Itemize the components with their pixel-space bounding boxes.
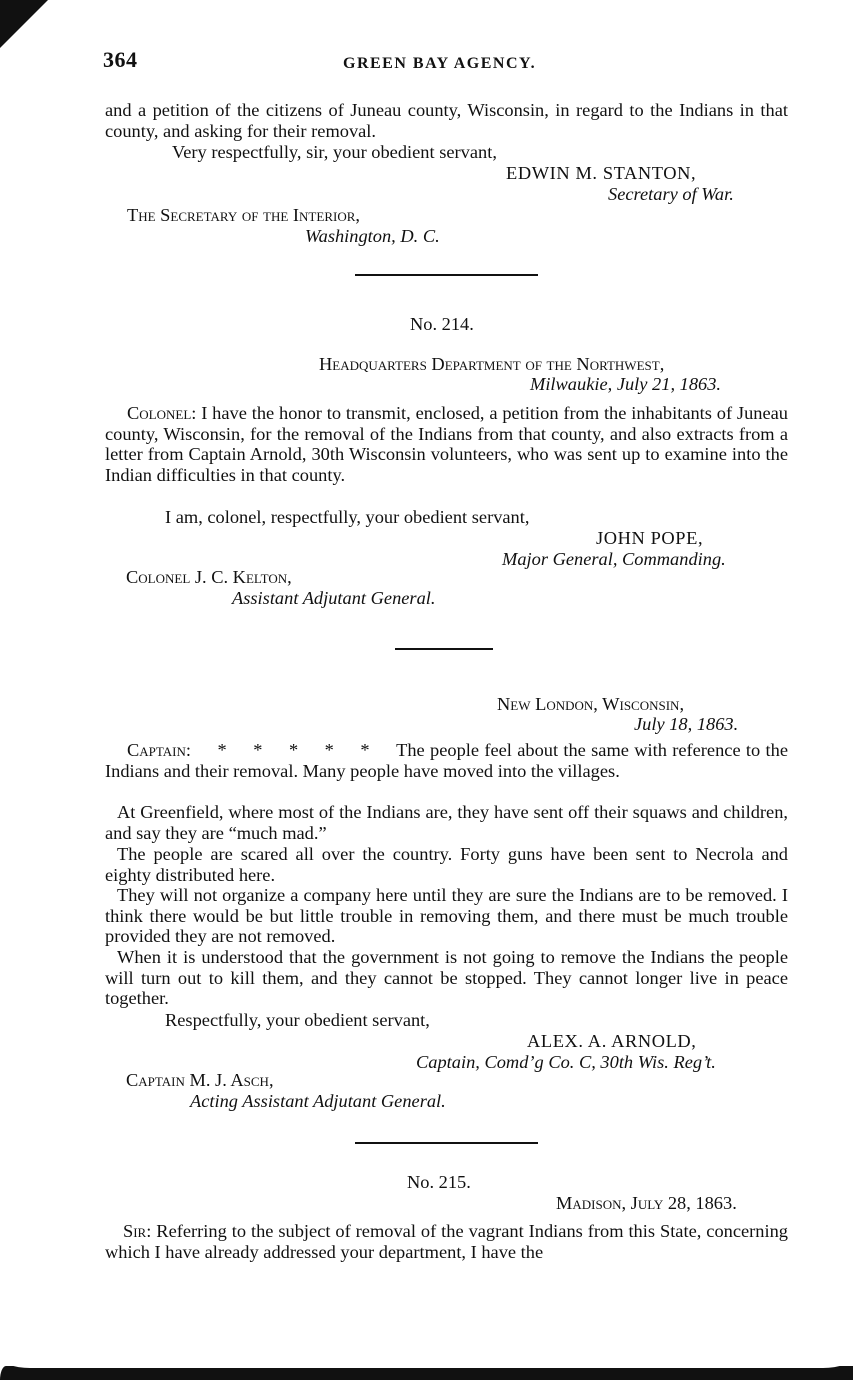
signer-title-pope: Major General, Commanding. [502,549,726,569]
heading-hq-northwest: Headquarters Department of the Northwest, [319,354,665,374]
paragraph-arnold-4: They will not organize a company here until they are sure the Indians are to be removed. I think there would be but little trouble in removing them, and there must be much trouble provided they are not removed. [105,885,788,946]
addressee-asch-line2: Acting Assistant Adjutant General. [190,1091,446,1111]
paragraph-arnold-5: When it is understood that the government is not going to remove the Indians the people will turn out to kill them, and they cannot be stopped. They cannot longer live in peace together. [105,947,788,1008]
addressee-kelton-line1: Colonel J. C. Kelton, [126,567,292,587]
addressee-stanton-line2: Washington, D. C. [305,226,440,246]
date-arnold: July 18, 1863. [634,714,739,734]
addressee-kelton-line2: Assistant Adjutant General. [232,588,436,608]
salutation-sir: Sir: [123,1221,152,1241]
closing-stanton: Very respectfully, sir, your obedient servant, [172,142,497,162]
signer-title-arnold: Captain, Comd’g Co. C, 30th Wis. Reg’t. [416,1052,716,1072]
divider-rule-2 [355,1142,538,1144]
closing-arnold: Respectfully, your obedient servant, [165,1010,430,1030]
paragraph-arnold-2: At Greenfield, where most of the Indians are, they have sent off their squaws and children, and say they are “much mad.” [105,802,788,843]
paragraph-arnold-3: The people are scared all over the country. Forty guns have been sent to Necrola and eighty distributed here. [105,844,788,885]
salutation-captain: Captain: [127,740,191,760]
divider-rule-short [395,648,493,650]
place-new-london: New London, Wisconsin, [497,694,685,714]
paragraph-petition: and a petition of the citizens of Juneau county, Wisconsin, in regard to the Indians in that county, and asking for their removal. [105,100,788,141]
signer-arnold: ALEX. A. ARNOLD, [527,1031,697,1051]
arnold-para1-text: The people feel about the same with reference to the Indians and their removal. Many people have moved into the villages. [105,740,788,781]
paragraph-arnold-1 [105,740,788,781]
salutation-colonel: Colonel: [127,403,197,423]
addressee-stanton-line1: The Secretary of the Interior, [127,205,360,225]
ellipsis-stars: * * * * * [217,740,370,760]
document-number-214: No. 214. [410,314,474,334]
paragraph-214 [105,403,788,485]
place-date-215-text: Madison, July 28, 1863. [556,1193,737,1213]
signer-pope: JOHN POPE, [596,528,704,548]
addressee-asch-line1: Captain M. J. Asch, [126,1070,274,1090]
divider-rule [355,274,538,276]
signer-title-stanton: Secretary of War. [608,184,734,204]
closing-pope: I am, colonel, respectfully, your obedient servant, [165,507,530,527]
running-head: GREEN BAY AGENCY. [343,55,537,72]
place-date-215 [556,1193,737,1214]
paragraph-215 [105,1221,788,1262]
document-number-215: No. 215. [407,1172,471,1192]
signer-stanton: EDWIN M. STANTON, [506,163,697,183]
body-214: I have the honor to transmit, enclosed, a petition from the inhabitants of Juneau county, Wisconsin, for the removal of the Indians from that county, and also extracts from a letter from Captain Arnold, 30th Wisconsin volunteers, who was sent up to examine into the Indian difficulties in that county. [105,403,789,485]
place-date-214: Milwaukie, July 21, 1863. [530,374,722,394]
page-number: 364 [103,47,138,72]
page-bottom-edge [0,1366,853,1380]
body-215: Referring to the subject of removal of the vagrant Indians from this State, concerning which I have already addressed your department, I have the [105,1221,788,1262]
